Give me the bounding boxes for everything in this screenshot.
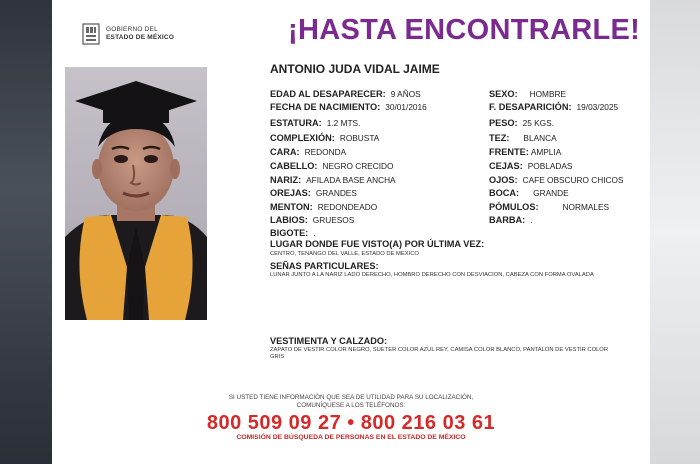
field-ears-label: OREJAS: <box>270 188 311 198</box>
field-age-label: EDAD AL DESAPARECER: <box>270 89 386 99</box>
field-complexion-label: TEZ: <box>489 133 510 143</box>
field-birthdate <box>270 102 427 112</box>
field-build <box>270 133 379 143</box>
field-ears <box>270 188 357 198</box>
clothing-value: ZAPATO DE VESTIR COLOR NEGRO, SUETER COLOR AZUL REY, CAMISA COLOR BLANCO, PANTALON DE VESTIR COLOR GRIS <box>270 347 609 360</box>
person-name: ANTONIO JUDA VIDAL JAIME <box>270 62 440 76</box>
phone-separator: • <box>347 412 355 434</box>
field-height-label: ESTATURA: <box>270 118 322 128</box>
field-hair <box>270 161 393 171</box>
background-left <box>0 0 52 464</box>
field-hair-label: CABELLO: <box>270 161 318 171</box>
field-sex-label: SEXO: <box>489 89 518 99</box>
field-lips-value: GRUESOS <box>312 215 355 225</box>
field-build-label: COMPLEXIÓN: <box>270 133 335 143</box>
field-eyes-value: CAFE OBSCURO CHICOS <box>522 175 624 185</box>
last-seen-label: LUGAR DONDE FUE VISTO(A) POR ÚLTIMA VEZ: <box>270 239 485 249</box>
field-sex <box>489 89 566 99</box>
footer-info-line-2: COMUNÍQUESE A LOS TELÉFONOS: <box>296 402 406 409</box>
field-mouth-label: BOCA: <box>489 188 520 198</box>
footer-info-line-1: SI USTED TIENE INFORMACIÓN QUE SEA DE UTILIDAD PARA SU LOCALIZACIÓN, <box>228 394 474 401</box>
field-face-label: CARA: <box>270 147 300 157</box>
field-forehead <box>489 147 561 157</box>
field-age-value: 9 AÑOS <box>390 89 421 99</box>
field-weight <box>489 118 554 128</box>
field-nose-value: AFILADA BASE ANCHA <box>306 175 396 185</box>
field-lips <box>270 215 354 225</box>
field-chin-label: MENTON: <box>270 202 313 212</box>
field-height-value: 1.2 MTS. <box>326 118 361 128</box>
field-forehead-label: FRENTE: <box>489 147 529 157</box>
field-eyes-label: OJOS: <box>489 175 518 185</box>
field-disappearance-date-label: F. DESAPARICIÓN: <box>489 102 572 112</box>
field-complexion-value: BLANCA <box>523 133 557 143</box>
distinguishing-marks-label: SEÑAS PARTICULARES: <box>270 261 379 271</box>
field-weight-value: 25 KGS. <box>522 118 554 128</box>
headline: ¡HASTA ENCONTRARLE! <box>288 14 641 46</box>
field-beard-label: BARBA: <box>489 215 526 225</box>
field-nose <box>270 175 396 185</box>
missing-person-poster <box>52 0 650 464</box>
field-weight-label: PESO: <box>489 118 518 128</box>
field-face-value: REDONDA <box>304 147 347 157</box>
field-chin <box>270 202 377 212</box>
field-forehead-value: AMPLIA <box>530 147 562 157</box>
field-lips-label: LABIOS: <box>270 215 308 225</box>
field-eyebrows <box>489 161 572 171</box>
field-birthdate-label: FECHA DE NACIMIENTO: <box>270 102 381 112</box>
field-nose-label: NARIZ: <box>270 175 302 185</box>
state-emblem-icon <box>82 22 100 46</box>
field-height <box>270 118 360 128</box>
field-eyes <box>489 175 624 185</box>
field-disappearance-date-value: 19/03/2025 <box>576 102 619 112</box>
field-eyebrows-value: POBLADAS <box>527 161 573 171</box>
background-right <box>650 0 700 464</box>
field-mustache-label: BIGOTE: <box>270 228 309 238</box>
field-beard <box>489 215 533 225</box>
field-chin-value: REDONDEADO <box>317 202 378 212</box>
commission-name: COMISIÓN DE BÚSQUEDA DE PERSONAS EN EL ESTADO DE MÉXICO <box>236 434 466 441</box>
field-complexion <box>489 133 557 143</box>
field-build-value: ROBUSTA <box>339 133 380 143</box>
field-mustache-value: . <box>313 228 316 238</box>
field-eyebrows-label: CEJAS: <box>489 161 523 171</box>
last-seen-value: CENTRO, TENANGO DEL VALLE, ESTADO DE MEXICO <box>270 251 419 257</box>
field-mouth-value: GRANDE <box>533 188 569 198</box>
logo-line-2: ESTADO DE MÉXICO <box>106 34 175 41</box>
boy-portrait-icon <box>65 67 207 320</box>
government-logo-text <box>106 26 174 42</box>
phone-numbers <box>52 412 650 435</box>
field-sex-value: HOMBRE <box>529 89 567 99</box>
clothing-label: VESTIMENTA Y CALZADO: <box>270 336 388 346</box>
phone-number-1[interactable]: 800 509 09 27 <box>206 412 342 434</box>
field-ears-value: GRANDES <box>315 188 357 198</box>
field-cheekbones-label: PÓMULOS: <box>489 202 539 212</box>
government-logo <box>82 22 192 50</box>
field-mustache <box>270 228 316 238</box>
field-mouth <box>489 188 569 198</box>
field-age <box>270 89 421 99</box>
missing-person-photo <box>65 67 207 320</box>
field-disappearance-date <box>489 102 618 112</box>
field-beard-value: . <box>530 215 533 225</box>
field-cheekbones <box>489 202 609 212</box>
field-cheekbones-value: NORMALES <box>562 202 610 212</box>
phone-number-2[interactable]: 800 216 03 61 <box>360 412 496 434</box>
distinguishing-marks-value: LUNAR JUNTO A LA NARIZ LADO DERECHO, HOMBRO DERECHO CON DESVIACION, CABEZA CON FORMA OVALADA <box>270 272 594 278</box>
field-hair-value: NEGRO CRECIDO <box>322 161 394 171</box>
field-birthdate-value: 30/01/2016 <box>385 102 427 112</box>
logo-line-1: GOBIERNO DEL <box>106 26 158 33</box>
field-face <box>270 147 346 157</box>
